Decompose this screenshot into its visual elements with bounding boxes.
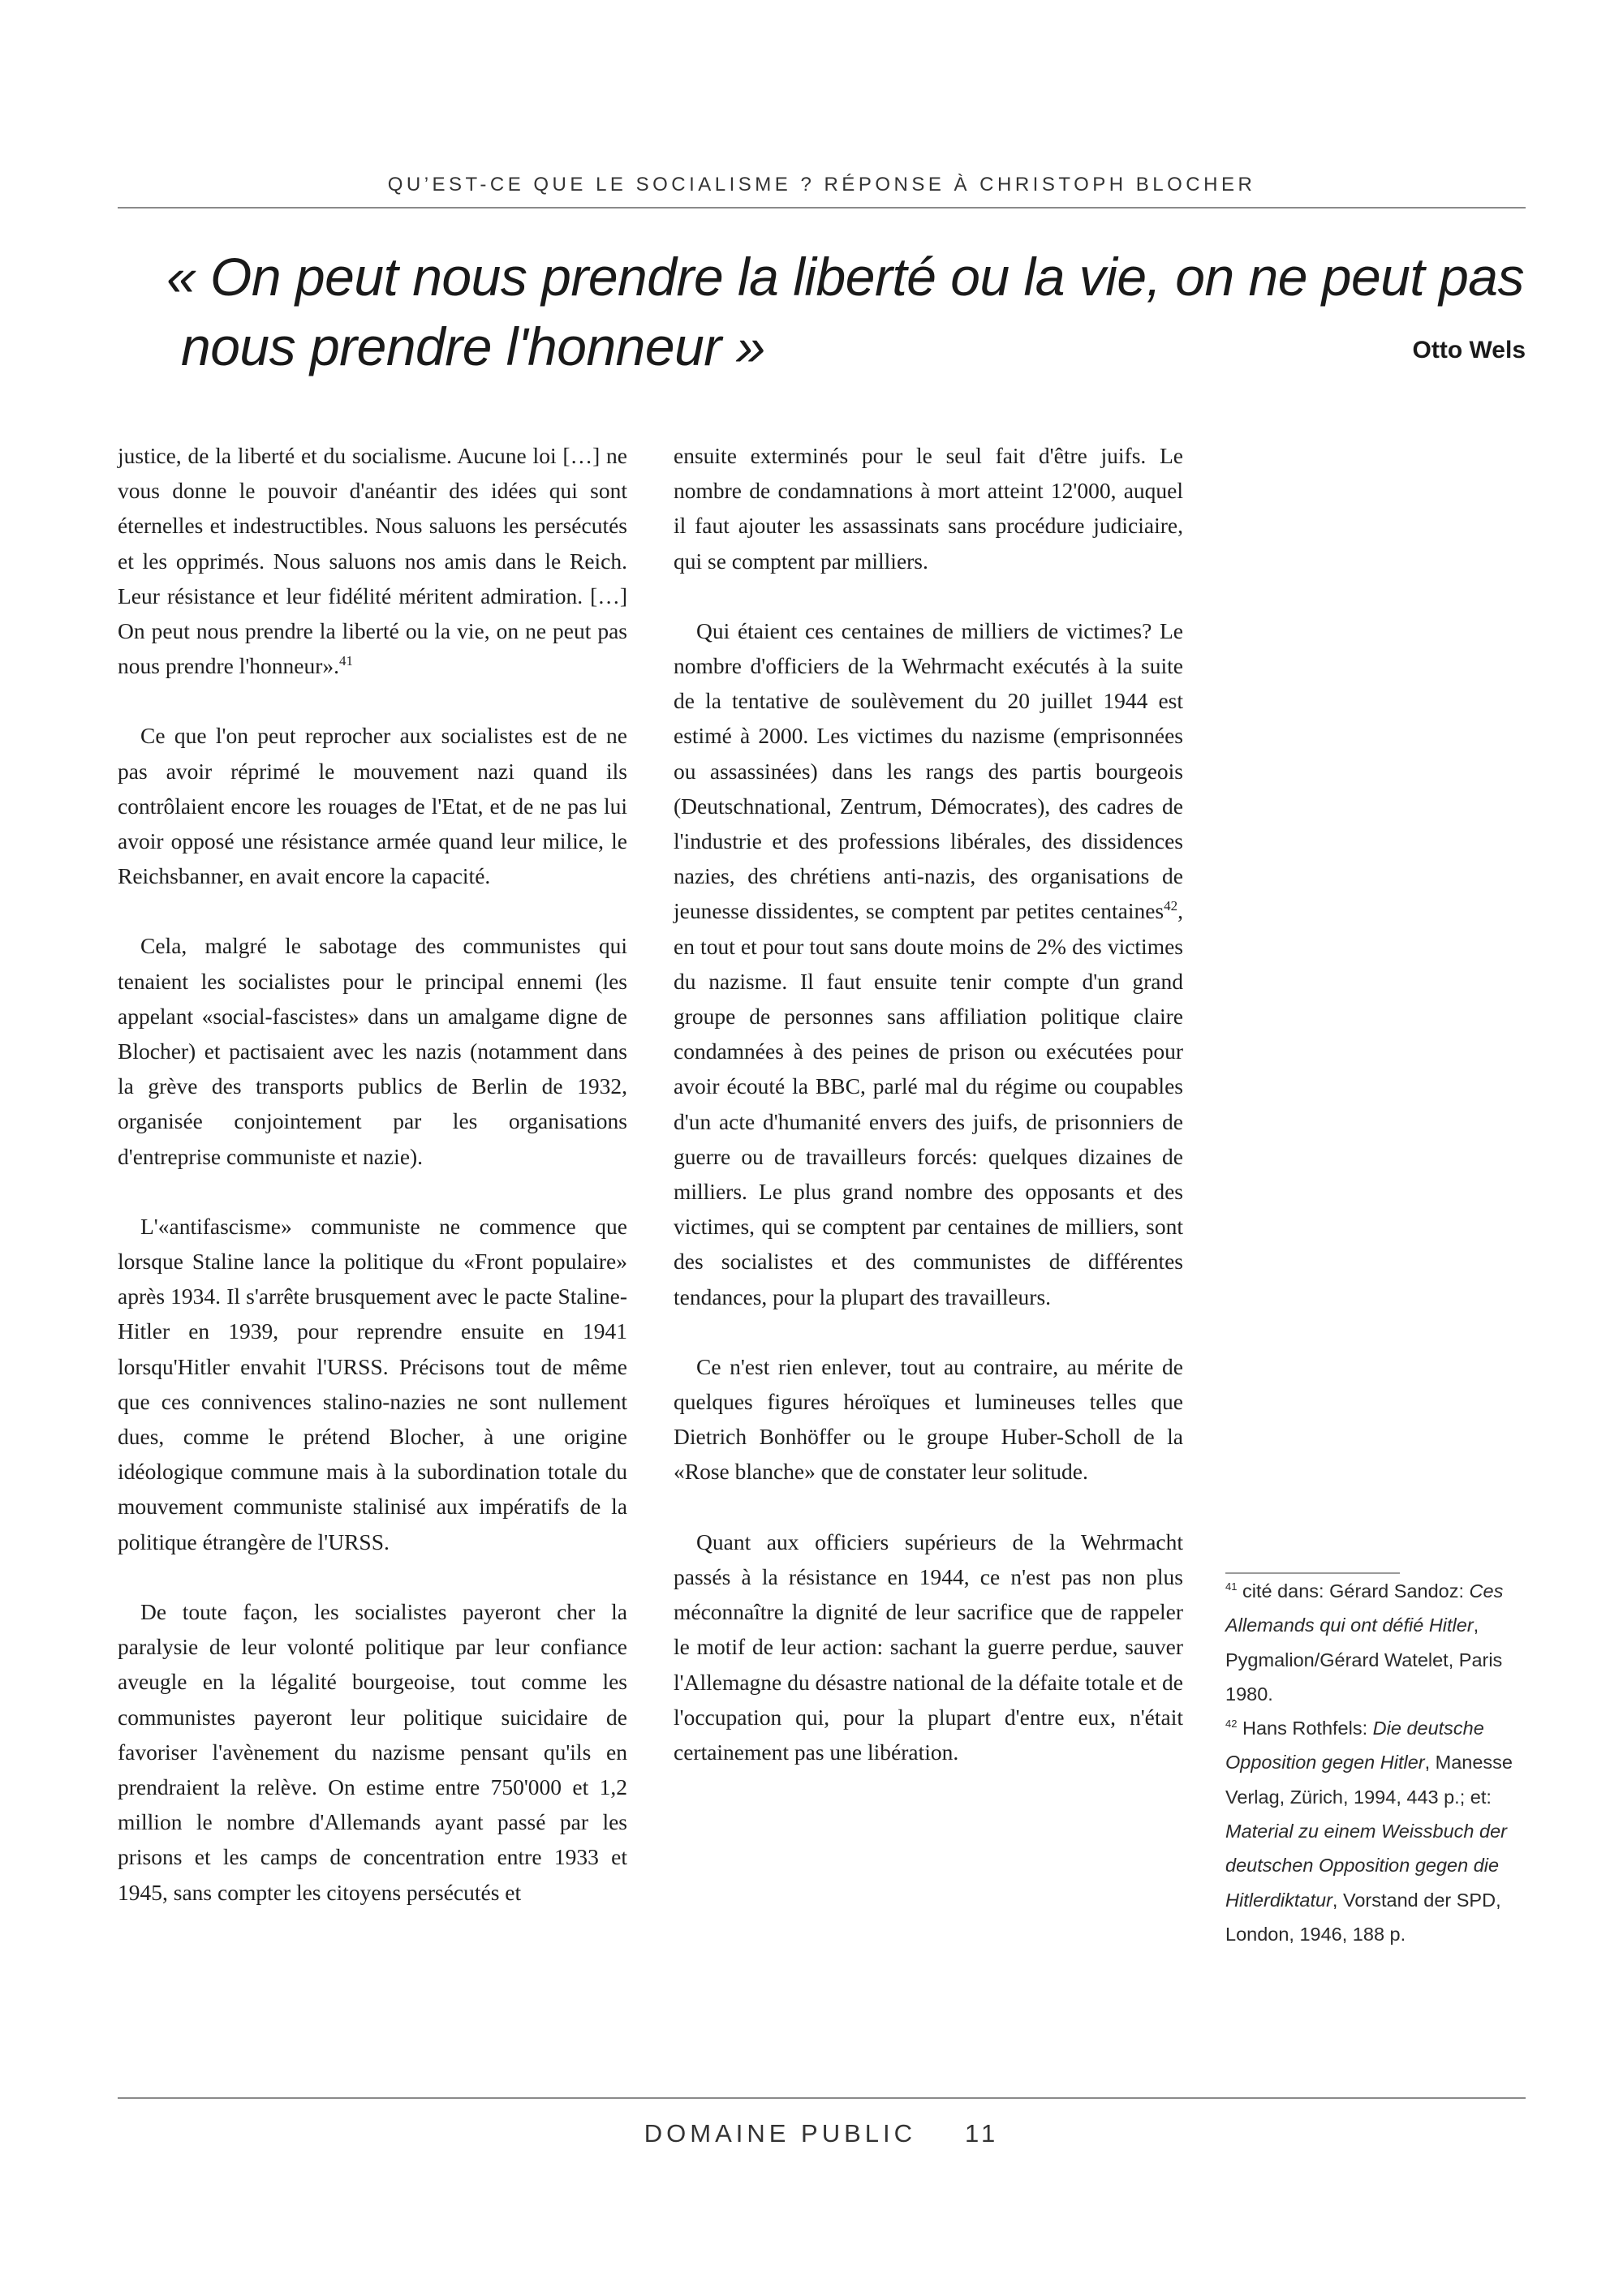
pull-quote-author: Otto Wels [1412, 337, 1526, 363]
paragraph: L'«antifascisme» communiste ne commence que lorsque Staline lance la politique du «Front populaire» après 1934. Il s'arrête brusquement avec le pacte Staline-Hitler en 1939, pour reprendre ensuite en 1941 lorsqu'Hitler envahit l'URSS. Précisons tout de même que ces connivences stalino-nazies ne sont nullement dues, comme le prétend Blocher, à une origine idéologique commune mais à la subordination totale du mouvement communiste stalinisé aux impératifs de la politique étrangère de l'URSS. [118, 1213, 627, 1554]
paragraph: Cela, malgré le sabotage des communistes qui tenaient les socialistes pour le principal ennemi (les appelant «social-fascistes» dans un amalgame digne de Blocher) et pactisaient avec les nazis (notamment dans la grève des transports publics de Berlin de 1932, organisée conjointement par les organisations d'entreprise communiste et nazie). [118, 933, 627, 1169]
footnote-number: 41 [1225, 1580, 1238, 1593]
paragraph: Ce n'est rien enlever, tout au contraire, au mérite de quelques figures héroïques et lumineuses telles que Dietrich Bonhöffer ou le groupe Huber-Scholl de la «Rose blanche» que de constater leur solitude. [674, 1353, 1183, 1485]
footnote-title: Ces Allemands qui ont défié Hitler [1225, 1580, 1504, 1636]
paragraph [674, 613, 1183, 1314]
paragraph: ensuite exterminés pour le seul fait d'être juifs. Le nombre de condamnations à mort atteint 12'000, auquel il faut ajouter les assassinats sans procédure judiciaire, qui se comptent par milliers. [674, 443, 1183, 574]
pull-quote-line-1: « On peut nous prendre la liberté ou la vie, on ne peut pas [166, 247, 1524, 307]
footnote-text: Hans Rothfels: [1242, 1718, 1373, 1739]
footnote-41 [1225, 1574, 1522, 1711]
paragraph-text: Qui étaient ces centaines de milliers de victimes? Le nombre d'officiers de la Wehrmacht exécutés à la suite de la tentative de soulèvement du 20 juillet 1944 est estimé à 2000. Les victimes du nazisme (emprisonnées ou assassinées) dans les rangs des partis bourgeois (Deutschnational, Zentrum, Démocrates), des cadres de l'industrie et des professions libérales, des dissidences nazies, des chrétiens anti-nazis, des organisations de jeunesse dissidentes, se comptent par petites centaines [674, 617, 1183, 924]
running-header: QU’EST-CE QUE LE SOCIALISME ? RÉPONSE À CHRISTOPH BLOCHER [387, 174, 1256, 196]
page-number: 11 [965, 2119, 1000, 2148]
footnote-number: 42 [1225, 1718, 1238, 1731]
footnotes [1225, 1574, 1522, 1951]
paragraph: De toute façon, les socialistes payeront cher la paralysie de leur volonté politique par leur confiance aveugle en la légalité bourgeoise, tout comme les communistes payeront leur politique suicidaire de favoriser l'avènement du nazisme pensant qu'ils en prendraient la relève. On estime entre 750'000 et 1,2 million le nombre d'Allemands ayant passé par les prisons et les camps de concentration entre 1933 et 1945, sans compter les citoyens persécutés et [118, 1598, 627, 1905]
paragraph: Ce que l'on peut reprocher aux socialistes est de ne pas avoir réprimé le mouvement nazi quand ils contrôlaient encore les rouages de l'Etat, et de ne pas lui avoir opposé une résistance armée quand leur milice, le Reichsbanner, en avait encore la capacité. [118, 723, 627, 889]
footnote-text: , Vorstand der SPD, London, 1946, 188 p. [1225, 1889, 1501, 1945]
text-column-1 [118, 438, 627, 1945]
publication-name: DOMAINE PUBLIC [644, 2119, 917, 2148]
page-footer [118, 2119, 1526, 2148]
paragraph-text: , en tout et pour tout sans doute moins de 2% des victimes du nazisme. Il faut ensuite tenir compte d'un grand groupe de personnes sans affiliation politique claire condamnées à des peines de prison ou exécutées pour avoir écouté la BBC, parlé mal du régime ou coupables d'un acte d'humanité envers des juifs, de prisonniers de guerre ou de travailleurs forcés: quelques dizaines de milliers. Le plus grand nombre des opposants et des victimes, qui se comptent par centaines de milliers, sont des socialistes et des communistes de différentes tendances, pour la plupart des travailleurs. [674, 898, 1183, 1309]
footnote-title: Material zu einem Weissbuch der deutschen Opposition gegen die Hitlerdiktatur [1225, 1821, 1507, 1911]
footnote-text: , Pygmalion/Gérard Watelet, Paris 1980. [1225, 1615, 1503, 1705]
footnote-text: cité dans: Gérard Sandoz: [1242, 1580, 1470, 1602]
pull-quote [166, 242, 1530, 381]
pull-quote-line-2: nous prendre l'honneur » [181, 316, 765, 376]
footnote-title: Die deutsche Opposition gegen Hitler [1225, 1718, 1484, 1774]
footer-rule [118, 2097, 1526, 2099]
paragraph-text: justice, de la liberté et du socialisme. Aucune loi […] ne vous donne le pouvoir d'anéantir des idées qui sont éternelles et indestructibles. Nous saluons les persécutés et les opprimés. Nous saluons nos amis dans le Reich. Leur résistance et leur fidélité méritent admiration. […] On peut nous prendre la liberté ou la vie, on ne peut pas nous prendre l'honneur». [118, 443, 627, 679]
footnote-ref: 41 [339, 653, 354, 669]
header-rule [118, 207, 1526, 209]
footnote-ref: 42 [1164, 898, 1178, 914]
footnote-42 [1225, 1711, 1522, 1951]
paragraph [118, 438, 627, 683]
paragraph: Quant aux officiers supérieurs de la Wehrmacht passés à la résistance en 1944, ce n'est pas non plus méconnaître la dignité de leur sacrifice que de rappeler le motif de leur action: sachant la guerre perdue, sauver l'Allemagne du désastre national de la défaite totale et de l'occupation qui, pour la plupart d'entre eux, n'était certainement pas une libération. [674, 1529, 1183, 1765]
footnote-text: , Manesse Verlag, Zürich, 1994, 443 p.; et: [1225, 1752, 1513, 1808]
text-column-2 [674, 438, 1183, 1804]
